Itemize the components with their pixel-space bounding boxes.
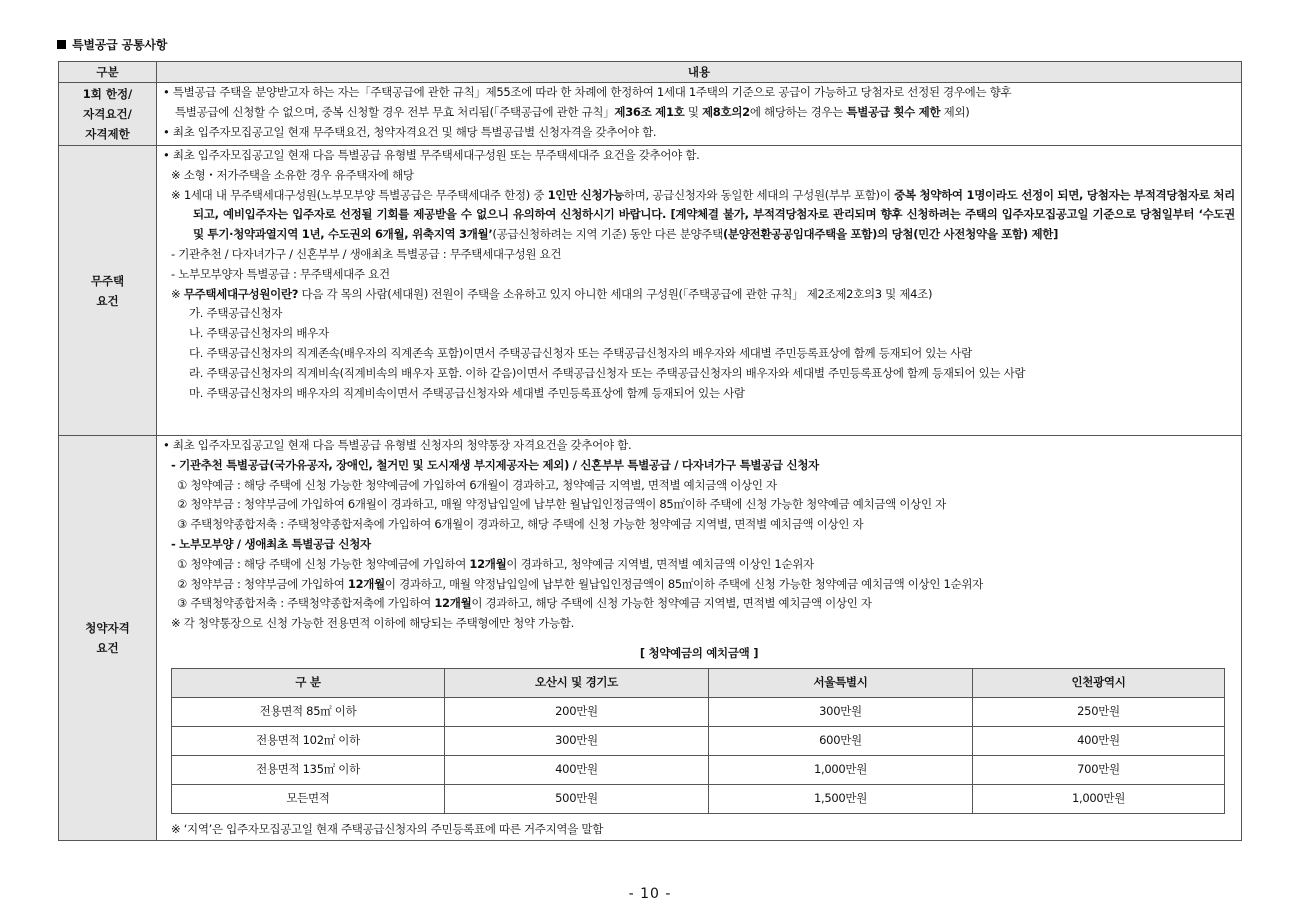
page-number: - 10 - xyxy=(628,886,672,902)
deposit-amount-table xyxy=(171,668,1225,814)
row-content-homeless: • 최초 입주자모집공고일 현재 다음 특별공급 유형별 무주택세대구성원 또는 무주택세대주 요건을 갖추어야 함. ※ 소형・저가주택을 소유한 경우 유주택자에 해당 ※ 1세대 내 무주택세대구성원(노부모부양 특별공급은 무주택세대주 한정) 중 1인만 신청가능하며, 공급신청자와 동일한 세대의 구성원(부부 포함)이 중복 청약하여 1명이라도 선정이 되면, 당첨자는 부적격당첨자로 처리되고, 예비입주자는 입주자로 선정될 기회를 제공받을 수 없으니 유의하여 신청하시기 바랍니다. [계약체결 불가, 부적격당첨자로 관리되며 향후 신청하려는 주택의 입주자모집공고일 기준으로 당첨일부터 ‘수도권 및 투기·청약과열지역 1년, 수도권외 6개월, 위축지역 3개월’(공급신청하려는 지역 기준) 동안 다른 분양주택(분양전환공공임대주택을 포함)의 당첨(민간 사전청약을 포함) 제한] - 기관추천 / 다자녀가구 / 신혼부부 / 생애최초 특별공급 : 무주택세대구성원 요건 - 노부모부양자 특별공급 : 무주택세대주 요건 ※ 무주택세대구성원이란? 다음 각 목의 사람(세대원) 전원이 주택을 소유하고 있지 아니한 세대의 구성원(「주택공급에 관한 규칙」 제2조제2호의3 및 제4조) 가. 주택공급신청자 나. 주택공급신청자의 배우자 다. 주택공급신청자의 직계존속(배우자의 직계존속 포함)이면서 주택공급신청자 또는 주택공급신청자의 배우자와 세대별 주민등록표상에 함께 등재되어 있는 사람 라. 주택공급신청자의 직계비속(직계비속의 배우자 포함. 이하 같음)이면서 주택공급신청자 또는 주택공급신청자의 배우자와 세대별 주민등록표상에 함께 등재되어 있는 사람 마. 주택공급신청자의 배우자의 직계비속이면서 주택공급신청자와 세대별 주민등록표상에 함께 등재되어 있는 사람 xyxy=(157,146,1242,436)
table-row xyxy=(59,436,1242,841)
table-row xyxy=(59,146,1242,436)
row-category-homeless: 무주택 요건 xyxy=(59,146,157,436)
table-row: 전용면적 85㎡ 이하 200만원 300만원 250만원 xyxy=(172,697,1225,726)
table-row: 전용면적 135㎡ 이하 400만원 1,000만원 700만원 xyxy=(172,755,1225,784)
special-supply-table xyxy=(58,61,1242,841)
deposit-header-row: 구 분 오산시 및 경기도 서울특별시 인천광역시 xyxy=(172,668,1225,697)
row-category-limit: 1회 한정/ 자격요건/ 자격제한 xyxy=(59,83,157,146)
row-content-limit: • 특별공급 주택을 분양받고자 하는 자는「주택공급에 관한 규칙」제55조에 따라 한 차례에 한정하여 1세대 1주택의 기준으로 공급이 가능하고 당첨자로 선정된 경우에는 향후 특별공급에 신청할 수 없으며, 중복 신청할 경우 전부 무효 처리됨(「주택공급에 관한 규칙」제36조 제1호 및 제8호의2에 해당하는 경우는 특별공급 횟수 제한 제외) • 최초 입주자모집공고일 현재 무주택요건, 청약자격요건 및 해당 특별공급별 신청자격을 갖추어야 함. xyxy=(157,83,1242,146)
header-content: 내용 xyxy=(157,62,1242,83)
table-row: 모든면적 500만원 1,500만원 1,000만원 xyxy=(172,784,1225,813)
table-header-row xyxy=(59,62,1242,83)
region-definition-note: ※ ‘지역’은 입주자모집공고일 현재 주택공급신청자의 주민등록표에 따른 거주지역을 말함 xyxy=(171,821,604,836)
section-title: 특별공급 공통사항 xyxy=(57,36,167,53)
table-row: 전용면적 102㎡ 이하 300만원 600만원 400만원 xyxy=(172,726,1225,755)
square-bullet-icon xyxy=(57,40,66,49)
deposit-table-title: [ 청약예금의 예치금액 ] xyxy=(639,645,759,660)
duplicate-application-note: ※ 1세대 내 무주택세대구성원(노부모부양 특별공급은 무주택세대주 한정) 중 1인만 신청가능하며, 공급신청자와 동일한 세대의 구성원(부부 포함)이 중복 청약하여 1명이라도 선정이 되면, 당첨자는 부적격당첨자로 처리되고, 예비입주자는 입주자로 선정될 기회를 제공받을 수 없으니 유의하여 신청하시기 바랍니다. [계약체결 불가, 부적격당첨자로 관리되며 향후 신청하려는 주택의 입주자모집공고일 기준으로 당첨일부터 ‘수도권 및 투기·청약과열지역 1년, 수도권외 6개월, 위축지역 3개월’(공급신청하려는 지역 기준) 동안 다른 분양주택(분양전환공공임대주택을 포함)의 당첨(민간 사전청약을 포함) 제한] xyxy=(171,187,1235,242)
header-category: 구분 xyxy=(59,62,157,83)
row-category-subscription: 청약자격 요건 xyxy=(59,436,157,841)
table-row xyxy=(59,83,1242,146)
row-content-subscription: • 최초 입주자모집공고일 현재 다음 특별공급 유형별 신청자의 청약통장 자격요건을 갖추어야 함. - 기관추천 특별공급(국가유공자, 장애인, 철거민 및 도시재생 부지제공자는 제외) / 신혼부부 특별공급 / 다자녀가구 특별공급 신청자 ① 청약예금 : 해당 주택에 신청 가능한 청약예금에 가입하여 6개월이 경과하고, 청약예금 지역별, 면적별 예치금액 이상인 자 ② 청약부금 : 청약부금에 가입하여 6개월이 경과하고, 매월 약정납입일에 납부한 월납입인정금액이 85㎡이하 주택에 신청 가능한 청약예금 예치금액 이상인 자 ③ 주택청약종합저축 : 주택청약종합저축에 가입하여 6개월이 경과하고, 해당 주택에 신청 가능한 청약예금 지역별, 면적별 예치금액 이상인 자 - 노부모부양 / 생애최초 특별공급 신청자 ① 청약예금 : 해당 주택에 신청 가능한 청약예금에 가입하여 12개월이 경과하고, 청약예금 지역별, 면적별 예치금액 이상인 1순위자 ② 청약부금 : 청약부금에 가입하여 12개월이 경과하고, 매월 약정납입일에 납부한 월납입인정금액이 85㎡이하 주택에 신청 가능한 청약예금 예치금액 이상인 1순위자 ③ 주택청약종합저축 : 주택청약종합저축에 가입하여 12개월이 경과하고, 해당 주택에 신청 가능한 청약예금 지역별, 면적별 예치금액 이상인 자 ※ 각 청약통장으로 신청 가능한 전용면적 이하에 해당되는 주택형에만 청약 가능함. [ 청약예금의 예치금액 ] 구 분 오산시 및 경기도 서울특별시 인천광역시 전용면적 85㎡ 이하 200만원 300만원 250만원 전용면적 102㎡ 이하 300만원 600만원 400만원 전용면적 135㎡ 이하 400만원 1,000만원 700만원 모든면적 500만원 1,500만원 1,000만원 ※ ‘지역’은 입주자모집공고일 현재 주택공급신청자의 주민등록표에 따른 거주지역을 말함 xyxy=(157,436,1242,841)
